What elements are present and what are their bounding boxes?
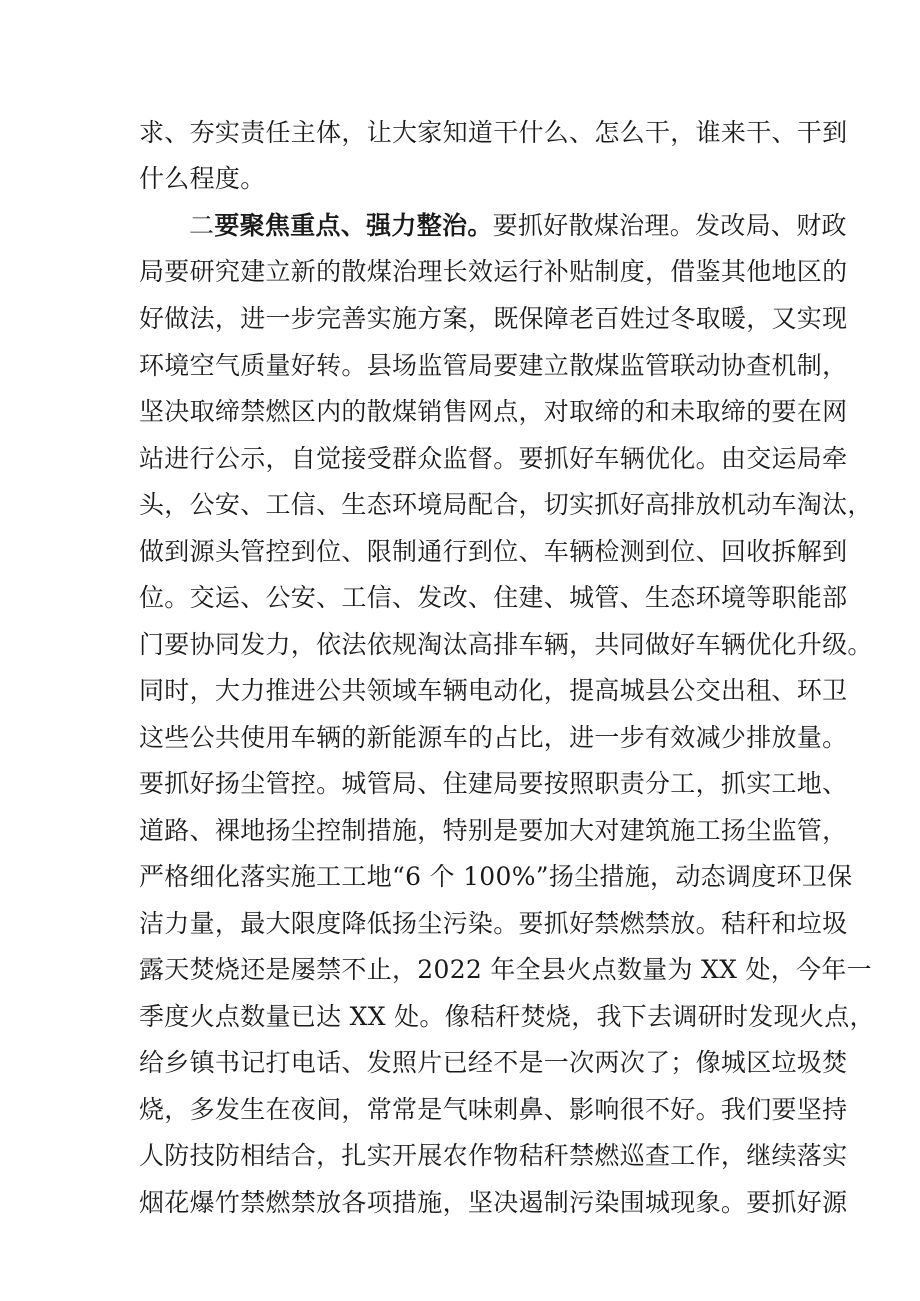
text-line: 要抓好扬尘管控。城管局、住建局要按照职责分工，抓实工地、 — [139, 769, 848, 798]
text-line: 严格细化落实施工工地“6 个 100%”扬尘措施，动态调度环卫保 — [139, 862, 853, 891]
text-line: 同时，大力推进公共领域车辆电动化，提高城县公交出租、环卫 — [139, 676, 848, 705]
text-line: 露天焚烧还是屡禁不止，2022 年全县火点数量为 XX 处，今年一 — [139, 955, 872, 984]
text-line: 局要研究建立新的散煤治理长效运行补贴制度，借鉴其他地区的 — [139, 257, 848, 286]
text-line: 给乡镇书记打电话、发照片已经不是一次两次了；像城区垃圾焚 — [139, 1048, 848, 1077]
text-segment: 要抓好散煤治理。发改局、财政 — [492, 211, 847, 240]
text-line: 洁力量，最大限度降低扬尘污染。要抓好禁燃禁放。秸秆和垃圾 — [139, 909, 848, 938]
text-line: 求、夯实责任主体，让大家知道干什么、怎么干，谁来干、干到 — [139, 118, 848, 147]
text-line: 头，公安、工信、生态环境局配合，切实抓好高排放机动车淘汰， — [139, 490, 873, 519]
section-number: 二 — [189, 211, 215, 240]
text-line: 做到源头管控到位、限制通行到位、车辆检测到位、回收拆解到 — [139, 537, 848, 566]
text-line: 好做法，进一步完善实施方案，既保障老百姓过冬取暖，又实现 — [139, 304, 848, 333]
text-line: 这些公共使用车辆的新能源车的占比，进一步有效减少排放量。 — [139, 723, 848, 752]
text-line: 烧，多发生在夜间，常常是气味刺鼻、影响很不好。我们要坚持 — [139, 1095, 848, 1124]
text-line: 站进行公示，自觉接受群众监督。要抓好车辆优化。由交运局牵 — [139, 444, 848, 473]
text-line: 人防技防相结合，扎实开展农作物秸秆禁燃巡查工作，继续落实 — [139, 1141, 848, 1170]
section-heading: 要聚焦重点、强力整治。 — [214, 211, 493, 240]
text-line: 位。交运、公安、工信、发改、住建、城管、生态环境等职能部 — [139, 583, 848, 612]
text-line: 坚决取缔禁燃区内的散煤销售网点，对取缔的和未取缔的要在网 — [139, 397, 848, 426]
text-line: 道路、裸地扬尘控制措施，特别是要加大对建筑施工扬尘监管， — [139, 816, 848, 845]
text-line: 季度火点数量已达 XX 处。像秸秆焚烧，我下去调研时发现火点， — [139, 1002, 875, 1031]
text-line: 环境空气质量好转。县场监管局要建立散煤监管联动协查机制， — [139, 351, 848, 380]
text-line: 烟花爆竹禁燃禁放各项措施，坚决遏制污染围城现象。要抓好源 — [139, 1188, 848, 1217]
text-line: 什么程度。 — [139, 164, 266, 193]
paragraph-heading-line — [189, 204, 847, 248]
text-line: 门要协同发力，依法依规淘汰高排车辆，共同做好车辆优化升级。 — [139, 630, 873, 659]
